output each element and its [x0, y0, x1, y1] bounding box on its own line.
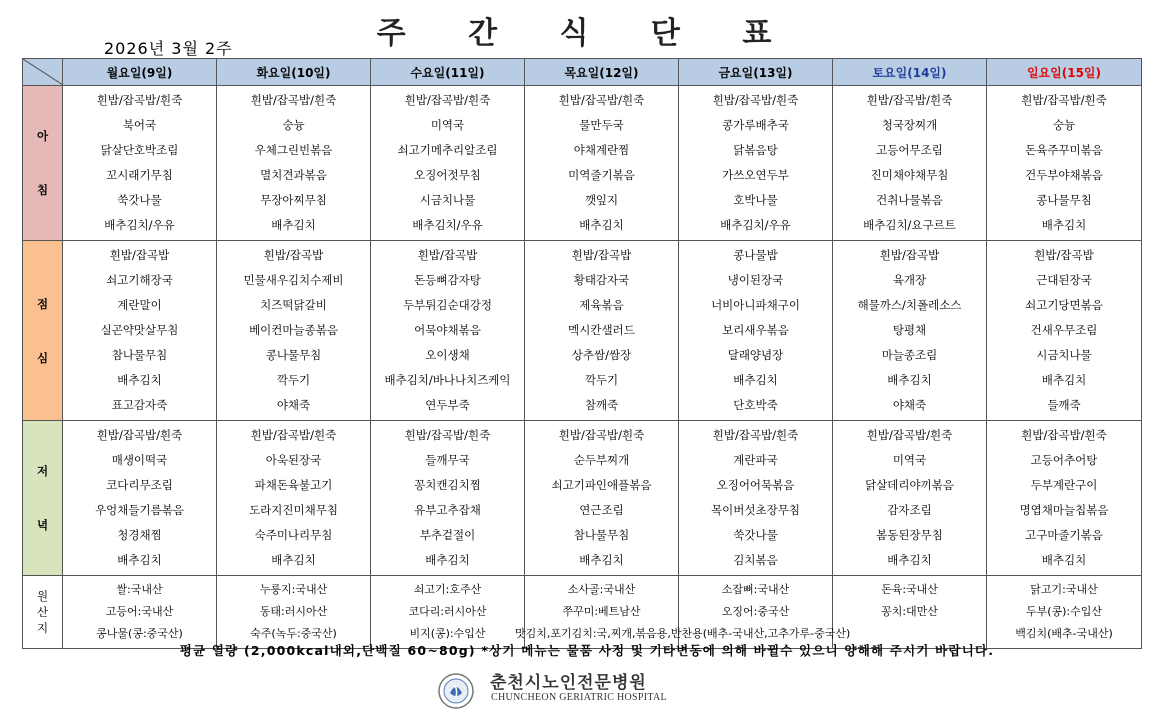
origin-cell-mon [63, 576, 217, 649]
menu-item: 배추김치 [887, 553, 932, 567]
menu-cell-dinner-wed [371, 421, 525, 576]
menu-item: 참깨죽 [584, 398, 619, 412]
menu-item: 아욱된장국 [265, 453, 322, 467]
menu-item: 쇠고기메추리알조림 [397, 143, 498, 157]
menu-item: 시금치나물 [1036, 348, 1092, 362]
menu-item: 고등어추어탕 [1030, 453, 1098, 467]
menu-item: 무장아찌무침 [260, 193, 327, 207]
menu-item: 흰밥/잡곡밥/흰죽 [250, 93, 337, 107]
origin-item: 꽁치:대만산 [881, 605, 938, 618]
menu-item: 북어국 [122, 118, 157, 132]
origin-item: 동태:러시아산 [259, 605, 328, 618]
menu-item: 배추김치 [271, 553, 316, 567]
meal-label-char: 침 [36, 183, 49, 197]
menu-cell-dinner-mon [63, 421, 217, 576]
menu-item: 흰밥/잡곡밥/흰죽 [250, 428, 337, 442]
origin-row [23, 576, 1142, 649]
menu-item: 멸치견과볶음 [260, 168, 327, 182]
origin-item: 누룽지:국내산 [259, 583, 328, 596]
menu-item: 닭볶음탕 [733, 143, 778, 157]
menu-item: 들깨죽 [1047, 398, 1081, 412]
menu-item: 흰밥/잡곡밥 [263, 248, 324, 262]
menu-item: 물만두국 [579, 118, 624, 132]
day-header-fri: 금요일(13일) [679, 59, 833, 86]
menu-item: 건새우무조림 [1030, 323, 1098, 337]
menu-item: 탕평채 [892, 323, 927, 337]
origin-cell-sun [987, 576, 1142, 649]
menu-item: 흰밥/잡곡밥/흰죽 [558, 428, 645, 442]
menu-item: 꼬시래기무침 [106, 168, 173, 182]
origin-item: 고등어:국내산 [105, 605, 174, 618]
menu-cell-breakfast-tue [217, 86, 371, 241]
menu-item: 깍두기 [276, 373, 311, 387]
menu-item: 감자조림 [887, 503, 932, 517]
origin-label-char: 원 [36, 589, 49, 603]
menu-item: 콩나물밥 [733, 248, 778, 262]
menu-item: 두부계란구이 [1030, 478, 1098, 492]
menu-item: 야채계란찜 [573, 143, 630, 157]
meal-row-dinner [23, 421, 1142, 576]
menu-item: 흰밥/잡곡밥 [571, 248, 632, 262]
menu-item: 고등어무조림 [876, 143, 943, 157]
meal-label-lunch [23, 241, 63, 421]
menu-cell-dinner-sat [833, 421, 987, 576]
menu-item: 배추김치 [887, 373, 932, 387]
menu-table [22, 58, 1142, 649]
menu-item: 우엉채들기름볶음 [95, 503, 184, 517]
page-title: 주 간 식 단 표 [376, 16, 798, 51]
menu-item: 배추김치 [1041, 218, 1087, 232]
meal-label-char: 저 [36, 464, 49, 478]
menu-item: 해물까스/치폴레소스 [857, 298, 962, 312]
menu-item: 배추김치 [579, 553, 624, 567]
menu-item: 호박나물 [733, 193, 778, 207]
day-header-row [23, 59, 1142, 86]
menu-item: 쑥갓나물 [733, 528, 778, 542]
menu-item: 야채죽 [276, 398, 311, 412]
menu-item: 쇠고기해장국 [106, 273, 173, 287]
menu-item: 제육볶음 [579, 298, 624, 312]
menu-cell-breakfast-mon [63, 86, 217, 241]
menu-item: 흰밥/잡곡밥/흰죽 [866, 93, 953, 107]
menu-item: 흰밥/잡곡밥/흰죽 [712, 428, 799, 442]
menu-item: 배추김치 [1041, 553, 1087, 567]
corner-diagonal [23, 59, 63, 85]
menu-item: 두부튀김순대강정 [403, 298, 492, 312]
origin-item: 소잡뼈:국내산 [721, 583, 790, 596]
origin-label-char: 지 [36, 621, 49, 635]
menu-item: 흰밥/잡곡밥/흰죽 [712, 93, 799, 107]
menu-item: 단호박죽 [733, 398, 778, 412]
menu-item: 계란말이 [117, 298, 162, 312]
day-header-tue: 화요일(10일) [217, 59, 371, 86]
menu-item: 흰밥/잡곡밥/흰죽 [866, 428, 953, 442]
menu-item: 흰밥/잡곡밥/흰죽 [558, 93, 645, 107]
origin-item: 돈육:국내산 [881, 583, 938, 596]
menu-item: 보리새우볶음 [722, 323, 789, 337]
menu-item: 콩나물무침 [1036, 193, 1092, 207]
menu-item: 베이컨마늘종볶음 [249, 323, 338, 337]
menu-item: 황태감자국 [573, 273, 630, 287]
calorie-note: 평균 열량 (2,000kcal내외,단백질 60~80g) *상기 메뉴는 물품 사정 및 기타변동에 의해 바뀔수 있으니 양해해 주시기 바랍니다. [179, 643, 995, 658]
menu-item: 배추김치 [1041, 373, 1087, 387]
menu-cell-breakfast-wed [371, 86, 525, 241]
menu-item: 청국장찌개 [881, 118, 938, 132]
menu-item: 참나물무침 [111, 348, 168, 362]
menu-item: 들깨무국 [425, 453, 470, 467]
origin-label [23, 576, 63, 649]
menu-item: 콩가루배추국 [722, 118, 789, 132]
kimchi-origin-note: 맛김치,포기김치:국,찌개,볶음용,반찬용(배추-국내산,고추가루-중국산) [515, 627, 851, 640]
menu-item: 쇠고기파인애플볶음 [551, 478, 652, 492]
origin-item: 두부(콩):수입산 [1025, 605, 1103, 618]
menu-cell-breakfast-fri [679, 86, 833, 241]
menu-item: 참나물무침 [573, 528, 630, 542]
menu-item: 건취나물볶음 [876, 193, 943, 207]
menu-item: 흰밥/잡곡밥/흰죽 [404, 93, 491, 107]
menu-item: 돈육주꾸미볶음 [1025, 143, 1103, 157]
menu-item: 어묵야채볶음 [414, 323, 481, 337]
menu-item: 달래양념장 [727, 348, 784, 362]
origin-item: 콩나물(콩:중국산) [96, 627, 183, 640]
origin-item: 비지(콩):수입산 [409, 627, 486, 640]
day-header-wed: 수요일(11일) [371, 59, 525, 86]
menu-item: 마늘종조림 [881, 348, 938, 362]
origin-item: 백김치(배추-국내산) [1015, 627, 1113, 640]
menu-item: 명엽채마늘칩볶음 [1019, 503, 1109, 517]
menu-cell-lunch-sat [833, 241, 987, 421]
menu-cell-breakfast-sun [987, 86, 1142, 241]
menu-cell-dinner-tue [217, 421, 371, 576]
meal-label-char: 녁 [36, 518, 49, 532]
menu-item: 계란파국 [733, 453, 778, 467]
menu-item: 흰밥/잡곡밥 [1034, 248, 1094, 262]
meal-row-lunch [23, 241, 1142, 421]
menu-item: 실곤약맛살무침 [100, 323, 179, 337]
menu-item: 근대된장국 [1036, 273, 1092, 287]
menu-item: 가쓰오연두부 [722, 168, 789, 182]
menu-item: 깍두기 [584, 373, 619, 387]
menu-item: 배추김치 [271, 218, 316, 232]
menu-item: 흰밥/잡곡밥/흰죽 [96, 93, 183, 107]
menu-item: 매생이떡국 [111, 453, 168, 467]
origin-cell-tue [217, 576, 371, 649]
origin-item: 코다리:러시아산 [408, 605, 487, 618]
menu-item: 흰밥/잡곡밥/흰죽 [1021, 428, 1107, 442]
menu-item: 배추김치 [117, 553, 162, 567]
meal-label-char: 아 [36, 129, 49, 143]
origin-item: 닭고기:국내산 [1030, 583, 1098, 596]
menu-item: 흰밥/잡곡밥/흰죽 [404, 428, 491, 442]
menu-item: 배추김치/우유 [104, 218, 175, 232]
menu-item: 콩나물무침 [265, 348, 322, 362]
menu-item: 미역국 [892, 453, 927, 467]
menu-item: 연두부죽 [425, 398, 470, 412]
menu-item: 닭살단호박조림 [100, 143, 179, 157]
origin-cell-wed [371, 576, 525, 649]
menu-item: 배추김치 [733, 373, 778, 387]
menu-item: 건두부야채볶음 [1025, 168, 1103, 182]
origin-item: 쌀:국내산 [116, 583, 163, 596]
day-header-thu: 목요일(12일) [525, 59, 679, 86]
menu-item: 시금치나물 [419, 193, 476, 207]
meal-label-breakfast [23, 86, 63, 241]
day-header-sun: 일요일(15일) [987, 59, 1142, 86]
menu-item: 김치볶음 [733, 553, 778, 567]
menu-item: 우체그린빈볶음 [254, 143, 333, 157]
menu-item: 연근조림 [579, 503, 624, 517]
menu-item: 배추김치/우유 [720, 218, 791, 232]
menu-item: 청경채찜 [117, 528, 162, 542]
menu-item: 숭늉 [1052, 118, 1076, 132]
menu-item: 냉이된장국 [727, 273, 784, 287]
day-header-sat: 토요일(14일) [833, 59, 987, 86]
menu-item: 미역줄기볶음 [568, 168, 635, 182]
menu-cell-lunch-thu [525, 241, 679, 421]
menu-cell-breakfast-thu [525, 86, 679, 241]
meal-label-char: 점 [36, 296, 49, 311]
menu-item: 진미채야채무침 [870, 168, 949, 182]
menu-item: 쑥갓나물 [117, 193, 162, 207]
day-header-mon: 월요일(9일) [63, 59, 217, 86]
menu-item: 깻잎지 [584, 193, 619, 207]
menu-item: 배추김치/바나나치즈케익 [384, 373, 511, 387]
menu-item: 쇠고기당면볶음 [1025, 298, 1103, 312]
menu-item: 표고감자죽 [111, 398, 168, 412]
menu-cell-breakfast-sat [833, 86, 987, 241]
origin-item: 숙주(녹두:중국산) [250, 627, 337, 640]
menu-item: 민물새우김치수제비 [243, 273, 344, 287]
menu-item: 돈등뼈감자탕 [414, 273, 481, 287]
menu-item: 오징어젓무침 [414, 168, 481, 182]
menu-item: 미역국 [430, 118, 465, 132]
menu-cell-lunch-fri [679, 241, 833, 421]
week-label: 2026년 3월 2주 [104, 39, 233, 58]
menu-item: 부추겉절이 [419, 528, 476, 542]
meal-label-char: 심 [36, 350, 49, 365]
menu-item: 너비아니파채구이 [711, 298, 800, 312]
menu-item: 야채죽 [892, 398, 927, 412]
corner-cell [23, 59, 63, 86]
origin-item: 쭈꾸미:베트남산 [562, 605, 641, 618]
menu-item: 배추김치 [425, 553, 470, 567]
origin-item: 소사골:국내산 [567, 583, 636, 596]
menu-item: 상추쌈/쌈장 [571, 348, 632, 362]
menu-item: 흰밥/잡곡밥/흰죽 [1021, 93, 1107, 107]
hospital-logo-icon [436, 671, 476, 711]
menu-item: 흰밥/잡곡밥 [879, 248, 940, 262]
menu-item: 배추김치/우유 [412, 218, 483, 232]
menu-item: 흰밥/잡곡밥/흰죽 [96, 428, 183, 442]
menu-item: 꽁치캔김치찜 [414, 478, 481, 492]
menu-item: 배추김치/요구르트 [863, 218, 956, 232]
hospital-name-korean: 춘천시노인전문병원 [490, 673, 647, 693]
origin-cell-sat [833, 576, 987, 649]
menu-cell-dinner-thu [525, 421, 679, 576]
menu-item: 오이생채 [425, 348, 470, 362]
menu-item: 멕시칸샐러드 [568, 323, 635, 337]
menu-item: 유부고추잡채 [414, 503, 481, 517]
menu-cell-dinner-fri [679, 421, 833, 576]
meal-label-dinner [23, 421, 63, 576]
meal-row-breakfast [23, 86, 1142, 241]
menu-cell-dinner-sun [987, 421, 1142, 576]
menu-item: 배추김치 [117, 373, 162, 387]
menu-item: 닭살데리야끼볶음 [865, 478, 954, 492]
menu-cell-lunch-mon [63, 241, 217, 421]
menu-cell-lunch-wed [371, 241, 525, 421]
menu-cell-lunch-tue [217, 241, 371, 421]
menu-item: 코다리무조림 [106, 478, 173, 492]
menu-item: 목이버섯초장무침 [711, 503, 800, 517]
menu-item: 파채돈육불고기 [254, 478, 333, 492]
origin-item: 오징어:중국산 [721, 605, 790, 618]
origin-label-char: 산 [36, 605, 49, 619]
menu-item: 치즈떡닭갈비 [260, 298, 327, 312]
menu-item: 오징어어묵볶음 [716, 478, 795, 492]
hospital-name-english: CHUNCHEON GERIATRIC HOSPITAL [491, 692, 667, 703]
menu-item: 흰밥/잡곡밥 [417, 248, 478, 262]
menu-item: 흰밥/잡곡밥 [109, 248, 170, 262]
menu-item: 봄동된장무침 [876, 528, 943, 542]
menu-item: 숭늉 [282, 118, 305, 132]
menu-item: 순두부찌개 [573, 453, 630, 467]
menu-item: 도라지진미채무침 [249, 503, 338, 517]
menu-item: 숙주미나리무침 [254, 528, 333, 542]
menu-cell-lunch-sun [987, 241, 1142, 421]
menu-item: 고구마줄기볶음 [1025, 528, 1103, 542]
origin-item: 쇠고기:호주산 [413, 583, 482, 596]
menu-item: 육개장 [892, 273, 927, 287]
menu-item: 배추김치 [579, 218, 624, 232]
